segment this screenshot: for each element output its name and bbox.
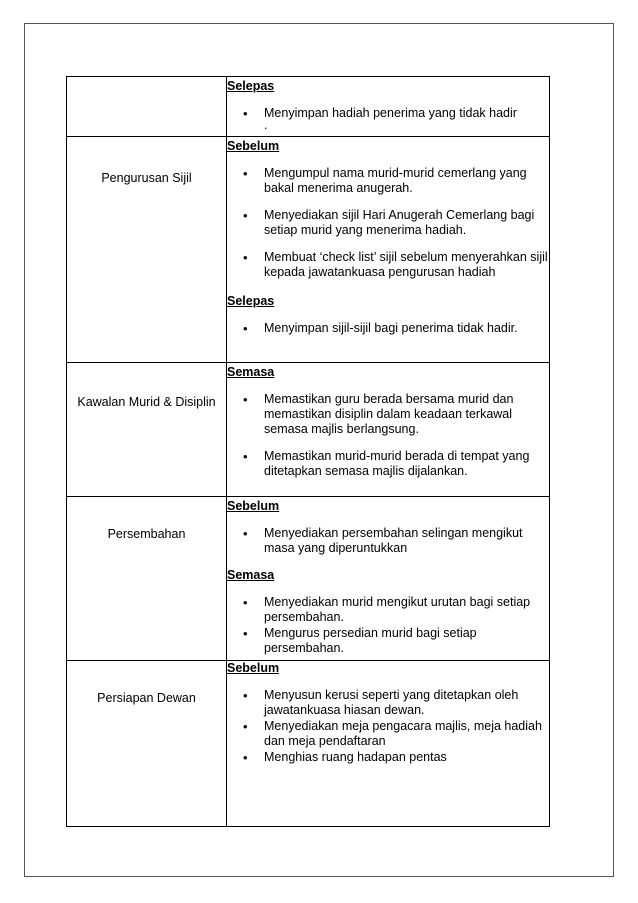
list-item: • Menyimpan sijil-sijil bagi penerima tidak hadir. <box>264 321 549 336</box>
duty-cell <box>227 137 550 363</box>
task-label-cell <box>67 497 227 661</box>
duty-list <box>227 688 549 765</box>
phase-heading: Sebelum <box>227 139 280 153</box>
duty-list <box>227 392 549 479</box>
list-item: • Menyediakan murid mengikut urutan bagi setiap persembahan. <box>264 595 549 625</box>
phase-heading: Selepas <box>227 294 275 308</box>
duty-cell <box>227 363 550 497</box>
list-item: . <box>264 118 268 132</box>
task-label: Persiapan Dewan <box>97 691 196 705</box>
table-row <box>67 497 550 661</box>
task-label: Pengurusan Sijil <box>101 171 192 185</box>
list-item: • Memastikan guru berada bersama murid dan memastikan disiplin dalam keadaan terkawal semasa majlis berlangsung. <box>264 392 549 437</box>
list-item: • Menyusun kerusi seperti yang ditetapkan oleh jawatankuasa hiasan dewan. <box>264 688 549 718</box>
table-row <box>67 137 550 363</box>
list-item: • Menyimpan hadiah penerima yang tidak hadir <box>264 106 549 121</box>
list-item: • Memastikan murid-murid berada di tempat yang ditetapkan semasa majlis dijalankan. <box>264 449 549 479</box>
phase-heading: Semasa <box>227 365 275 379</box>
list-item: • Mengumpul nama murid-murid cemerlang yang bakal menerima anugerah. <box>264 166 549 196</box>
duty-list <box>227 321 549 336</box>
duty-cell <box>227 661 550 827</box>
task-label: Kawalan Murid & Disiplin <box>77 395 216 409</box>
task-label-cell <box>67 137 227 363</box>
list-item: • Menghias ruang hadapan pentas <box>264 750 549 765</box>
phase-heading: Sebelum <box>227 499 280 513</box>
phase-heading: Semasa <box>227 568 275 582</box>
phase-heading: Sebelum <box>227 661 280 675</box>
task-label-cell <box>67 363 227 497</box>
table-row <box>67 661 550 827</box>
duties-table <box>66 76 550 827</box>
duty-list <box>227 595 549 656</box>
task-label: Persembahan <box>107 527 186 541</box>
list-item: • Menyediakan persembahan selingan mengikut masa yang diperuntukkan <box>264 526 549 556</box>
list-item: • Mengurus persedian murid bagi setiap persembahan. <box>264 626 549 656</box>
phase-heading: Selepas <box>227 79 275 93</box>
duty-list <box>227 166 549 280</box>
task-label-cell <box>67 661 227 827</box>
duty-cell <box>227 77 550 137</box>
duty-list <box>227 106 549 121</box>
table-row <box>67 77 550 137</box>
task-label-cell <box>67 77 227 137</box>
duty-list <box>227 526 549 556</box>
list-item: • Menyediakan sijil Hari Anugerah Cemerlang bagi setiap murid yang menerima hadiah. <box>264 208 549 238</box>
duty-cell <box>227 497 550 661</box>
table-row <box>67 363 550 497</box>
list-item: • Membuat ‘check list’ sijil sebelum menyerahkan sijil kepada jawatankuasa pengurusan hadiah <box>264 250 549 280</box>
list-item: • Menyediakan meja pengacara majlis, meja hadiah dan meja pendaftaran <box>264 719 549 749</box>
